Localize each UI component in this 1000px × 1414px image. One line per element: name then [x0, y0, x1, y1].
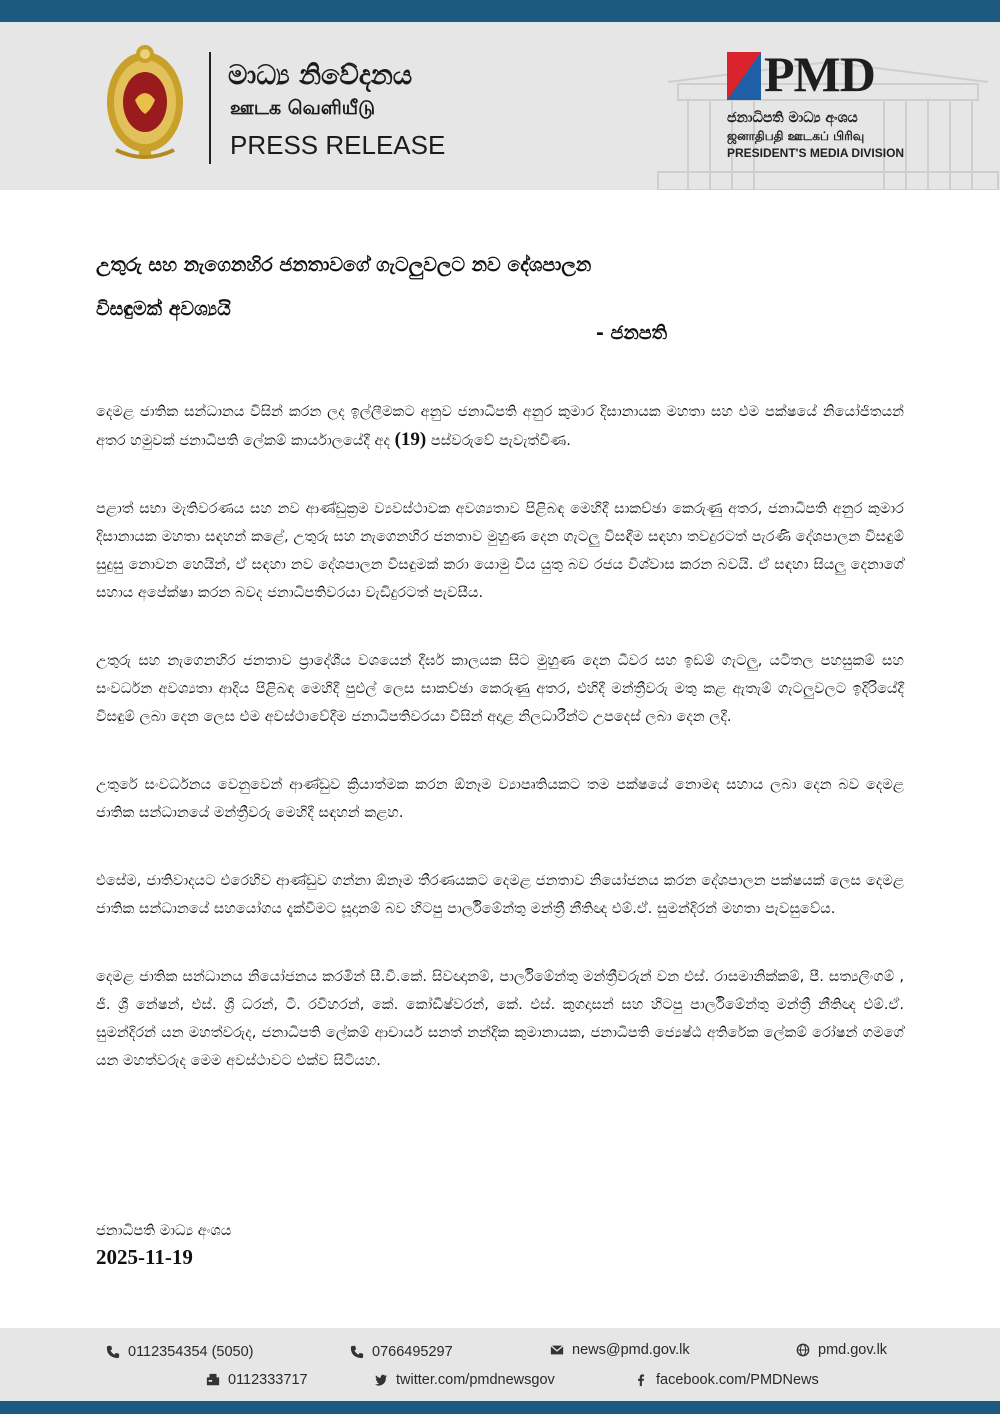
byline: - ජනපති	[596, 322, 668, 344]
header-top-bar	[0, 0, 1000, 22]
email-icon	[550, 1343, 564, 1357]
phone-icon	[350, 1345, 364, 1359]
footer	[0, 1328, 1000, 1401]
pmd-name-sinhala: ජනාධිපති මාධ්‍ය අංශය	[727, 110, 858, 126]
signature-office: ජනාධිපති මාධ්‍ය අංශය	[96, 1222, 232, 1239]
paragraph-3: උතුරු සහ නැගෙනහිර ජනතාව ප්‍රාදේශීය වශයෙන් දීර්ඝ කාලයක සිට මුහුණ දෙන ධීවර සහ ඉඩම් ගැටලු, යටිතල පහසුකම් සහ සංවර්ධන අවශ්‍යතා ආදිය පිළිබඳ මෙහිදී පුළුල් ලෙස සාකච්ඡා කෙරුණු අතර, එහිදී මන්ත්‍රීවරු මතු කළ ඇතැම් ගැටලුවලට ඉදිරියේදී විසඳුම් ලබා දෙන ලෙස එම අවස්ථාවේදීම ජනාධිපතිවරයා විසින් අදාළ නිලධාරීන්ට උපදෙස් ලබා දෙන ලදී.	[96, 652, 904, 725]
phone-1-text: 0112354354 (5050)	[128, 1344, 254, 1360]
press-release-title-sinhala: මාධ්‍ය නිවේදනය	[228, 60, 413, 91]
pmd-logo-mark-icon	[727, 52, 761, 100]
fax-icon	[206, 1373, 220, 1387]
headline	[96, 243, 896, 331]
paragraph-2: පළාත් සභා මැතිවරණය සහ නව ආණ්ඩුක්‍රම ව්‍යවස්ථාවක අවශ්‍යතාව පිළිබඳ මෙහිදී සාකච්ඡා කෙරුණු අතර, ජනාධිපති අනුර කුමාර දිසානායක මහතා සඳහන් කළේ, උතුරු සහ නැගෙනහිර ජනතාව මුහුණ දෙන ගැටලු විසඳීම සඳහා තවදුරටත් පැරණි දේශපාලන විසඳුම් සුදුසු නොවන හෙයින්, ඒ සඳහා නව දේශපාලන විසඳුමක් කරා යොමු විය යුතු බව රජය විශ්වාස කරන බවයි. ඒ සඳහා සියලු දෙනාගේ සහාය අපේක්ෂා කරන බවද ජනාධිපතිවරයා වැඩිදුරටත් පැවසීය.	[96, 500, 904, 601]
headline-line-2: විසඳුමක් අවශ්‍යයි	[96, 298, 231, 320]
footer-twitter[interactable]	[374, 1372, 555, 1388]
footer-phone-2[interactable]	[350, 1344, 453, 1360]
letterhead	[0, 22, 1000, 190]
paragraph-6: දෙමළ ජාතික සන්ධානය නියෝජනය කරමින් සී.වී.කේ. සිවඥානම්, පාර්ලිමේන්තු මන්ත්‍රීවරුන් වන එස්. රාසමානික්කම්, පී. සත්‍යලිංගම් , ජී. ශ්‍රී නේෂන්, එස්. ශ්‍රී ධරන්, ටී. රවිහරන්, කේ. කෝඩීෂ්වරන්, කේ. එස්. කුගදාසන් සහ හිටපු පාර්ලිමේන්තු මන්ත්‍රී නීතිඥ එම්.ඒ. සුමන්දිරන් යන මහත්වරුද, ජනාධිපති ලේකම් ආචාර්ය සනත් නන්දික කුමානායක, ජනාධිපති ජ්‍යෙෂ්ඨ අතිරේක ලේකම් රෝෂන් ගමගේ යන මහත්වරුද මෙම අවස්ථාවට එක්ව සිටියහ.	[96, 968, 904, 1069]
headline-line-1: උතුරු සහ නැගෙනහිර ජනතාවගේ ගැටලුවලට නව දේශපාලන	[96, 254, 592, 276]
footer-bottom-bar	[0, 1401, 1000, 1414]
globe-icon	[796, 1343, 810, 1357]
paragraph-1-text-a: දෙමළ ජාතික සන්ධානය විසින් කරන ලද ඉල්ලීමකට අනුව ජනාධිපති අනුර කුමාර දිසානායක මහතා සහ එම පක්ෂයේ නියෝජිතයන් අතර හමුවක් ජනාධිපති ලේකම් කාර්යාලයේදී අද	[96, 403, 904, 449]
press-release-title-tamil: ஊடக வெளியீடு	[230, 97, 376, 119]
paragraph-5: එසේම, ජාතිවාදයට එරෙහිව ආණ්ඩුව ගන්නා ඕනෑම තීරණයකට දෙමළ ජනතාව නියෝජනය කරන දේශපාලන පක්ෂයක් ලෙස දෙමළ ජාතික සන්ධානයේ සහයෝගය දැක්වීමට සූදානම් බව හිටපු පාර්ලිමේන්තු මන්ත්‍රී නීතිඥ එම්.ඒ. සුමන්දිරන් මහතා පැවසුවේය.	[96, 872, 904, 917]
twitter-text: twitter.com/pmdnewsgov	[396, 1372, 555, 1388]
phone-icon	[106, 1345, 120, 1359]
release-date: 2025-11-19	[96, 1245, 193, 1269]
sri-lanka-emblem-icon	[104, 40, 186, 166]
footer-email[interactable]	[550, 1342, 690, 1358]
footer-facebook[interactable]	[634, 1372, 819, 1388]
pmd-name-english: PRESIDENT'S MEDIA DIVISION	[727, 146, 905, 160]
website-text: pmd.gov.lk	[818, 1342, 888, 1358]
pmd-name-tamil: ஜனாதிபதி ஊடகப் பிரிவு	[727, 129, 865, 143]
press-release-title-english: PRESS RELEASE	[230, 130, 446, 160]
email-text: news@pmd.gov.lk	[572, 1342, 690, 1358]
paragraph-4: උතුරේ සංවර්ධනය වෙනුවෙන් ආණ්ඩුව ක්‍රියාත්මක කරන ඕනෑම ව්‍යාපෘතියකට තම පක්ෂයේ නොමඳ සහාය ලබා දෙන බව දෙමළ ජාතික සන්ධානයේ මන්ත්‍රීවරු මෙහිදී සඳහන් කළහ.	[96, 776, 904, 821]
facebook-icon	[634, 1373, 648, 1387]
paragraph-1-text-b: පස්වරුවේ පැවැත්විණ.	[430, 432, 571, 449]
header-divider	[209, 52, 211, 164]
date-number: (19)	[394, 429, 427, 450]
twitter-icon	[374, 1373, 388, 1387]
footer-fax[interactable]	[206, 1372, 308, 1388]
pmd-logo-text: PMD	[764, 46, 875, 102]
facebook-text: facebook.com/PMDNews	[656, 1372, 819, 1388]
footer-website[interactable]	[796, 1342, 887, 1358]
paragraph-1	[96, 398, 904, 455]
fax-text: 0112333717	[228, 1372, 308, 1388]
article-body	[96, 398, 904, 1115]
footer-phone-1[interactable]	[106, 1344, 254, 1360]
phone-2-text: 0766495297	[372, 1344, 453, 1360]
